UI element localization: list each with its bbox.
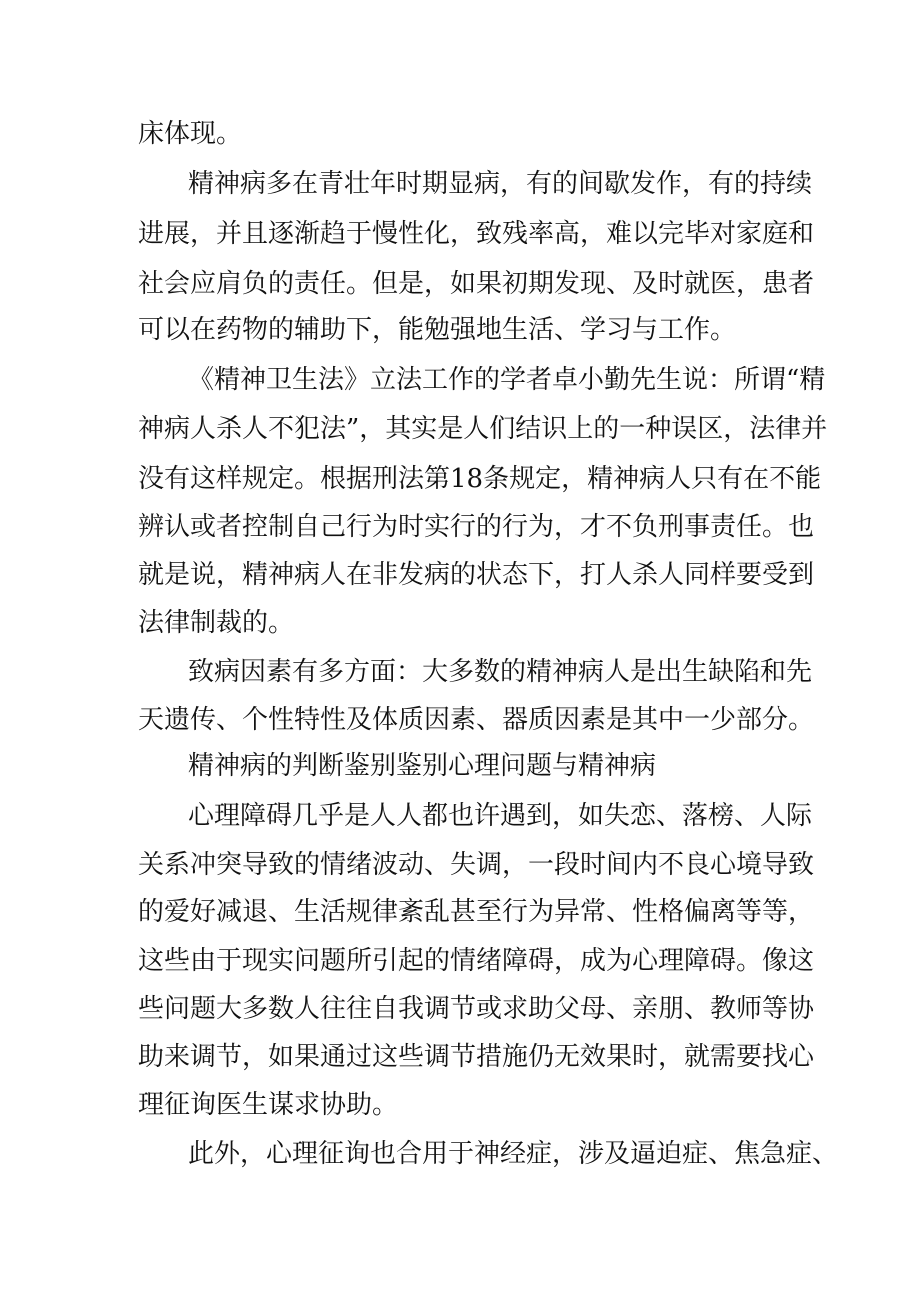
text-line-3: 进展，并且逐渐趋于慢性化，致残率高，难以完毕对家庭和 (138, 219, 815, 249)
text-line-21: 理征询医生谋求协助。 (138, 1090, 399, 1120)
text-line-18: 这些由于现实问题所引起的情绪障碍，成为心理障碍。像这 (138, 946, 815, 976)
text-line-4: 社会应肩负的责任。但是，如果初期发现、及时就医，患者 (138, 269, 815, 299)
text-line-13: 天遗传、个性特性及体质因素、器质因素是其中一少部分。 (138, 705, 815, 735)
text-line-20: 助来调节，如果通过这些调节措施仍无效果时，就需要找心 (138, 1042, 815, 1072)
text-line-9: 辨认或者控制自己行为时实行的行为，才不负刑事责任。也 (138, 512, 815, 542)
text-line-14: 精神病的判断鉴别鉴别心理问题与精神病 (188, 751, 657, 781)
text-line-2: 精神病多在青壮年时期显病，有的间歇发作，有的持续 (188, 169, 813, 199)
text-line-10: 就是说，精神病人在非发病的状态下，打人杀人同样要受到 (138, 560, 815, 590)
text-line-17: 的爱好减退、生活规律紊乱甚至行为异常、性格偏离等等， (138, 897, 815, 927)
text-line-6: 《精神卫生法》立法工作的学者卓小勤先生说：所谓“精 (188, 365, 826, 395)
text-line-22: 此外，心理征询也合用于神经症，涉及逼迫症、焦急症、 (188, 1139, 839, 1169)
text-line-8: 没有这样规定。根据刑法第18条规定，精神病人只有在不能 (138, 464, 822, 494)
text-line-1: 床体现。 (138, 119, 243, 149)
text-line-15: 心理障碍几乎是人人都也许遇到，如失恋、落榜、人际 (188, 801, 813, 831)
text-line-19: 些问题大多数人往往自我调节或求助父母、亲朋、教师等协 (138, 994, 815, 1024)
text-line-16: 关系冲突导致的情绪波动、失调，一段时间内不良心境导致 (138, 850, 815, 880)
text-line-5: 可以在药物的辅助下，能勉强地生活、学习与工作。 (138, 315, 737, 345)
text-line-7: 神病人杀人不犯法”，其实是人们结识上的一种误区，法律并 (138, 414, 828, 444)
text-line-11: 法律制裁的。 (138, 608, 295, 638)
text-line-12: 致病因素有多方面：大多数的精神病人是出生缺陷和先 (188, 657, 813, 687)
